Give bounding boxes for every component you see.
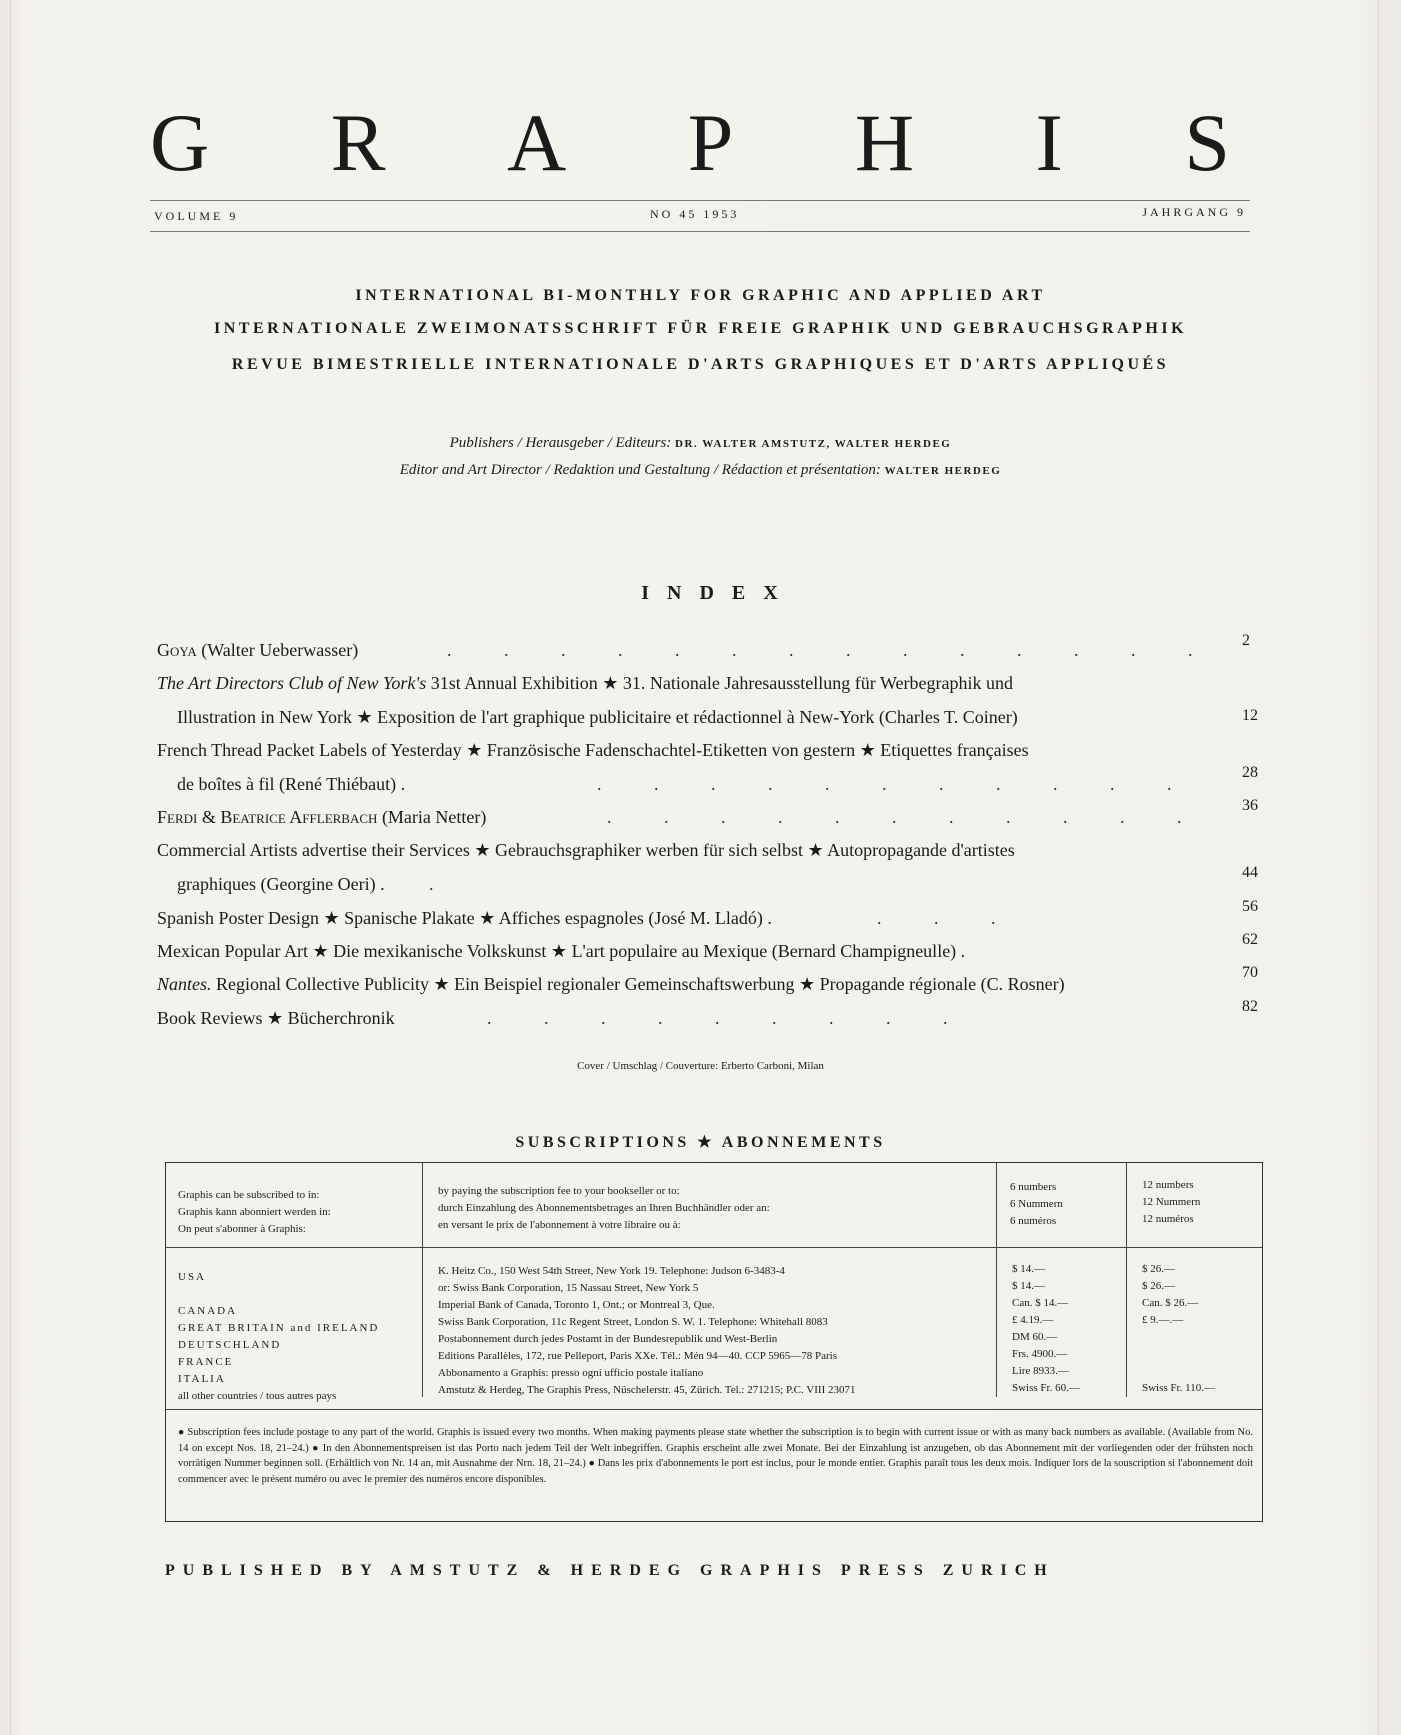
price: Swiss Fr. 60.— [1012, 1382, 1080, 1394]
price: $ 14.— [1012, 1263, 1045, 1275]
index-entry-books [157, 998, 1258, 1029]
header-pay-to [438, 1183, 770, 1234]
subtitle-german: INTERNATIONALE ZWEIMONATSSCHRIFT FÜR FREIE GRAPHIK UND GEBRAUCHSGRAPHIK [213, 320, 1188, 337]
price [1142, 1329, 1215, 1346]
page-number: 12 [1242, 707, 1258, 724]
entry-title: Ferdi & Beatrice Afflerbach [157, 807, 378, 827]
leader-dots: . [429, 874, 458, 894]
index-entry-ferdi [157, 797, 1258, 828]
header-line: Graphis can be subscribed to in: [178, 1189, 320, 1201]
entry-text: graphiques (Georgine Oeri) . [177, 874, 385, 894]
entry-text: Commercial Artists advertise their Services ★ Gebrauchsgraphiker werben für sich selbst ★ Autopropagande d'artistes [157, 840, 1015, 860]
page-edge [1378, 0, 1401, 1735]
price-6-column [1012, 1261, 1080, 1397]
entry-title: Goya [157, 640, 197, 660]
country: USA [178, 1271, 207, 1283]
agent-column [438, 1263, 855, 1399]
price: DM 60.— [1012, 1331, 1058, 1343]
title-letter: H [854, 97, 915, 188]
cover-credit: Cover / Umschlag / Couverture: Erberto Carboni, Milan [577, 1060, 824, 1072]
entry-title: The Art Directors Club of New York's [157, 673, 427, 693]
leader-dots: . . . . . . . . . . . [597, 774, 1196, 794]
agent: Editions Parallèles, 172, rue Pelleport, Paris XXe. Tél.: Mén 94—40. CCP 5965—78 Paris [438, 1350, 838, 1362]
entry-text: (Maria Netter) [377, 807, 487, 827]
column-divider [996, 1163, 997, 1397]
price-12-column [1142, 1261, 1215, 1397]
country: FRANCE [178, 1356, 234, 1368]
index-entry-spanish [157, 898, 1258, 929]
index-entry-commercial [157, 840, 1257, 861]
masthead-title [150, 96, 1230, 190]
price [1142, 1346, 1215, 1363]
header-line: 6 numéros [1010, 1215, 1057, 1227]
header-line: en versant le prix de l'abonnement à votre libraire ou à: [438, 1219, 681, 1231]
price [1142, 1363, 1215, 1380]
header-line: durch Einzahlung des Abonnementsbetrages an Ihren Buchhändler oder an: [438, 1202, 770, 1214]
title-letter: R [330, 97, 386, 188]
agent: or: Swiss Bank Corporation, 15 Nassau Street, New York 5 [438, 1282, 699, 1294]
publishers-names: DR. WALTER AMSTUTZ, WALTER HERDEG [675, 438, 952, 450]
editor-line [0, 462, 1401, 479]
price: £ 9.—.— [1142, 1314, 1184, 1326]
country: CANADA [178, 1305, 238, 1317]
title-letter: G [150, 97, 210, 188]
leader-dots: . . . . . . . . . [487, 1008, 972, 1028]
header-divider [166, 1247, 1262, 1248]
editor-names: WALTER HERDEG [884, 465, 1002, 477]
price: Can. $ 26.— [1142, 1297, 1199, 1309]
page-number: 44 [1242, 864, 1258, 881]
price: Can. $ 14.— [1012, 1297, 1069, 1309]
header-12-numbers [1142, 1177, 1200, 1228]
agent: Amstutz & Herdeg, The Graphis Press, Nüschelerstr. 45, Zürich. Tel.: 271215; P.C. VIII 23071 [438, 1384, 856, 1396]
price: Frs. 4900.— [1012, 1348, 1068, 1360]
header-6-numbers [1010, 1179, 1063, 1230]
country [178, 1286, 379, 1303]
price: $ 26.— [1142, 1263, 1175, 1275]
subscription-notes: ● Subscription fees include postage to any part of the world. Graphis is issued every two months. When making payments please state whether the subscription is to begin with current issue or with as many back numbers as available. (Available from No. 14 on except Nos. 18, 21–24.) ● In den Abonnementspreisen ist das Porto nach jedem Teil der Welt inbegriffen. Graphis erscheint alle zwei Monate. Bei der Einzahlung ist anzugeben, ob das Abonnement mit der vorliegenden oder der frühsten noch vorrätigen Nummer beginnen soll. (Erhältlich von Nr. 14 an, mit Ausnahme der Nrn. 18, 21–24.) ● Dans les prix d'abonnements le port est inclus, pour le monde entier. Graphis paraît tous les deux mois. Indiquer lors de la souscription si l'abonnement doit commencer avec le présent numéro ou avec le premier des numéros encore disponibles. [178, 1427, 1253, 1485]
leader-dots: . . . . . . . . . . . . . . [447, 640, 1217, 660]
country: GREAT BRITAIN and IRELAND [178, 1322, 380, 1334]
leader-dots: . . . . . . . . . . . [607, 807, 1206, 827]
title-letter: I [1035, 97, 1063, 188]
page-number: 70 [1242, 964, 1258, 981]
header-line: 12 numbers [1142, 1179, 1194, 1191]
header-line: 6 numbers [1010, 1181, 1057, 1193]
subtitle-french: REVUE BIMESTRIELLE INTERNATIONALE D'ARTS GRAPHIQUES ET D'ARTS APPLIQUÉS [231, 356, 1170, 373]
header-line: Graphis kann abonniert werden in: [178, 1206, 331, 1218]
entry-text: Regional Collective Publicity ★ Ein Beispiel regionaler Gemeinschaftswerbung ★ Propagande régionale (C. Rosner) [211, 974, 1065, 994]
publishers-label: Publishers / Herausgeber / Editeurs: [449, 435, 672, 451]
price: $ 26.— [1142, 1280, 1175, 1292]
header-line: On peut s'abonner à Graphis: [178, 1223, 306, 1235]
entry-text: (Walter Ueberwasser) [196, 640, 359, 660]
subtitle-english: INTERNATIONAL BI-MONTHLY FOR GRAPHIC AND APPLIED ART [355, 287, 1046, 304]
entry-text: Spanish Poster Design ★ Spanische Plakate ★ Affiches espagnoles (José M. Lladó) . [157, 908, 772, 928]
page-number: 36 [1242, 797, 1258, 814]
editor-label: Editor and Art Director / Redaktion und Gestaltung / Rédaction et présentation: [399, 462, 881, 478]
index-entry-goya [157, 632, 1257, 661]
entry-text: 31st Annual Exhibition ★ 31. Nationale Jahresausstellung für Werbegraphik und [426, 673, 1013, 693]
index-heading: INDEX [641, 582, 796, 604]
title-letter: P [687, 97, 734, 188]
page-number: 62 [1242, 931, 1258, 948]
price: Swiss Fr. 110.— [1142, 1382, 1215, 1394]
index-entry-mexican [157, 931, 1258, 962]
index-entry-adc [157, 673, 1257, 694]
column-divider [1126, 1163, 1127, 1397]
agent: K. Heitz Co., 150 West 54th Street, New York 19. Telephone: Judson 6-3483-4 [438, 1265, 785, 1277]
entry-text: Illustration in New York ★ Exposition de l'art graphique publicitaire et rédactionnel à New-York (Charles T. Coiner) [177, 707, 1018, 727]
index-entry-french [157, 740, 1257, 761]
subscriptions-heading: SUBSCRIPTIONS ★ ABONNEMENTS [515, 1134, 886, 1151]
title-letter: A [506, 97, 567, 188]
publishers-line [0, 435, 1401, 452]
country: ITALIA [178, 1373, 226, 1385]
notes-divider [166, 1409, 1262, 1410]
page-number: 28 [1242, 764, 1258, 781]
price: £ 4.19.— [1012, 1314, 1054, 1326]
jahrgang-label: JAHRGANG 9 [1142, 205, 1246, 219]
header-subscribe-in [178, 1187, 331, 1238]
agent: Postabonnement durch jedes Postamt in der Bundesrepublik und West-Berlin [438, 1333, 778, 1345]
publisher-footer: PUBLISHED BY AMSTUTZ & HERDEG GRAPHIS PRESS ZURICH [165, 1562, 1055, 1579]
header-line: 12 numéros [1142, 1213, 1194, 1225]
country: DEUTSCHLAND [178, 1339, 282, 1351]
agent: Swiss Bank Corporation, 11c Regent Street, London S. W. 1. Telephone: Whitehall 8083 [438, 1316, 828, 1328]
header-line: 6 Nummern [1010, 1198, 1063, 1210]
entry-text: French Thread Packet Labels of Yesterday ★ Französische Fadenschachtel-Etiketten von gestern ★ Etiquettes françaises [157, 740, 1029, 760]
entry-text: Mexican Popular Art ★ Die mexikanische Volkskunst ★ L'art populaire au Mexique (Bernard Champigneulle) . [157, 941, 966, 961]
subscriptions-table [165, 1162, 1263, 1522]
index-entry-nantes [157, 964, 1258, 995]
title-letter: S [1184, 97, 1230, 188]
page-number: 56 [1242, 898, 1258, 915]
column-divider [422, 1163, 423, 1397]
volume-label: VOLUME 9 [154, 209, 239, 223]
page-number: 2 [1242, 632, 1250, 649]
binding-edge [0, 0, 11, 1735]
leader-dots: . . . [877, 908, 1020, 928]
page-number: 82 [1242, 998, 1258, 1015]
price: Lire 8933.— [1012, 1365, 1069, 1377]
agent: Abbonamento a Graphis: presso ogni ufficio postale italiano [438, 1367, 704, 1379]
entry-text: Book Reviews ★ Bücherchronik [157, 1008, 395, 1028]
agent: Imperial Bank of Canada, Toronto 1, Ont.; or Montreal 3, Que. [438, 1299, 715, 1311]
entry-text: de boîtes à fil (René Thiébaut) . [177, 774, 406, 794]
entry-title: Nantes. [157, 974, 212, 994]
country: all other countries / tous autres pays [178, 1390, 337, 1402]
country-column [178, 1269, 379, 1405]
price: $ 14.— [1012, 1280, 1045, 1292]
volume-line [150, 200, 1250, 232]
header-line: 12 Nummern [1142, 1196, 1201, 1208]
header-line: by paying the subscription fee to your bookseller or to: [438, 1185, 680, 1197]
issue-label: NO 45 1953 [650, 207, 740, 221]
